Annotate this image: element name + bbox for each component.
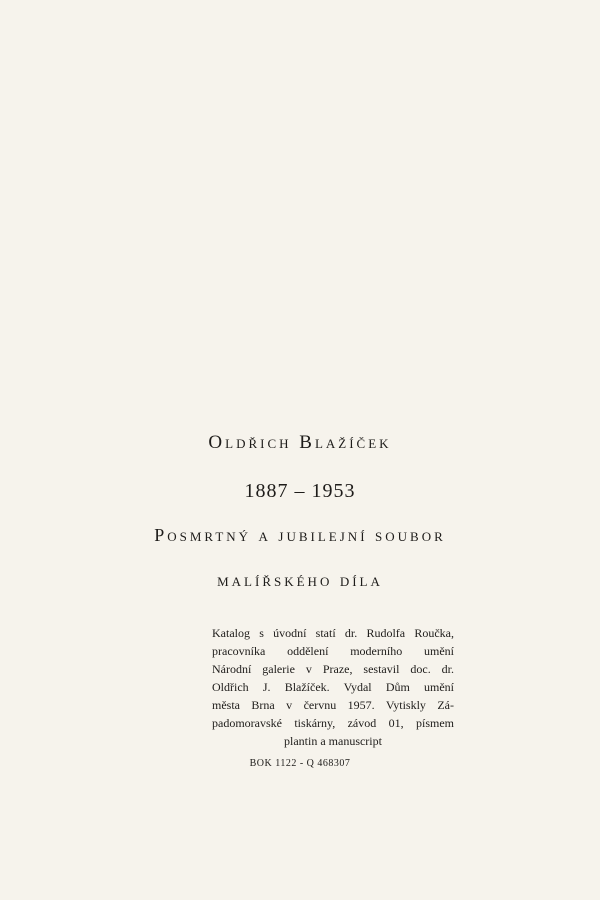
catalog-number: BOK 1122 - Q 468307 (249, 758, 351, 769)
colophon-line: padomoravské tiskárny, závod 01, písmem (212, 716, 454, 730)
colophon-line: Katalog s úvodní statí dr. Rudolfa Roučka, (212, 626, 454, 640)
colophon-line: pracovníka oddělení moderního umění (212, 644, 454, 658)
colophon-line: Oldřich J. Blažíček. Vydal Dům umění (212, 680, 454, 694)
colophon-line: plantin a manuscript (284, 734, 382, 748)
colophon-line: Národní galerie v Praze, sestavil doc. dr. (212, 662, 454, 676)
author-name: Oldřich Blažíček (208, 432, 392, 453)
life-years: 1887 – 1953 (244, 480, 356, 502)
title-line-2: malířského díla (217, 570, 383, 590)
colophon-line: města Brna v červnu 1957. Vytiskly Zá- (212, 698, 454, 712)
title-line-1: Posmrtný a jubilejní soubor (154, 525, 446, 545)
colophon (212, 624, 454, 750)
